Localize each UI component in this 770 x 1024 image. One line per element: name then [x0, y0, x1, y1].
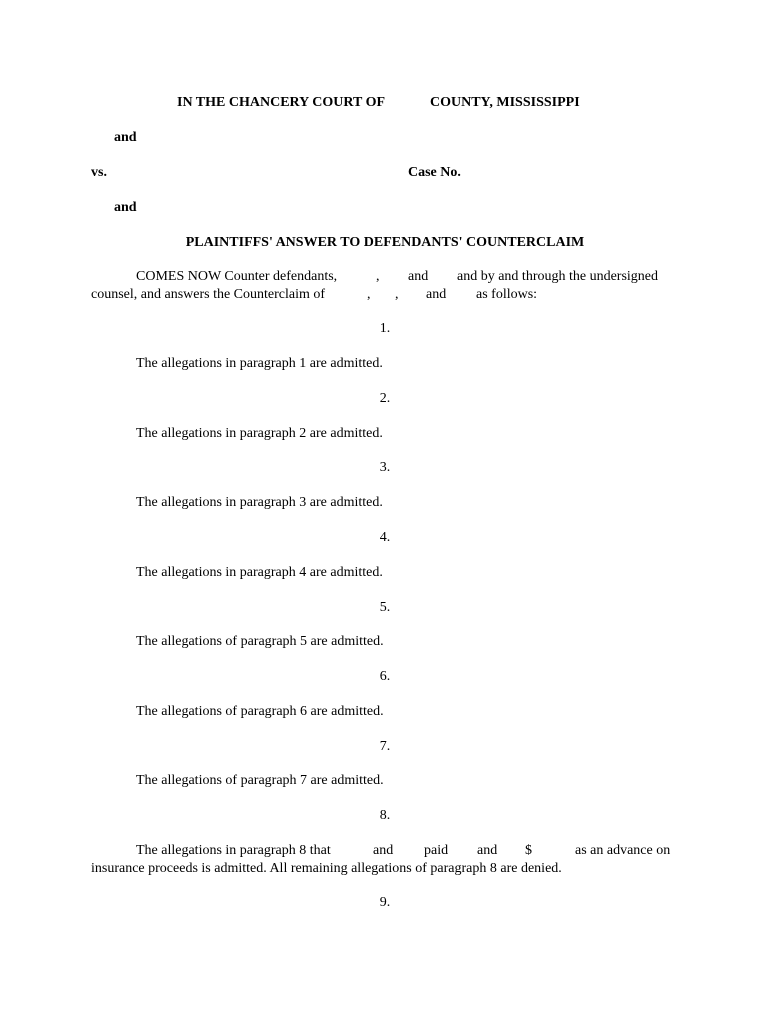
intro-line2-a: counsel, and answers the Counterclaim of [91, 287, 326, 302]
court-heading-right: COUNTY, MISSISSIPPI [430, 95, 580, 110]
paragraph-number-4: 4. [379, 530, 391, 545]
caption-vs: vs. [91, 165, 107, 180]
paragraph-number-8: 8. [379, 808, 391, 823]
paragraph-text-1: The allegations in paragraph 1 are admitted. [136, 356, 383, 371]
paragraph-number-9: 9. [379, 895, 391, 910]
caption-and-1: and [114, 130, 137, 145]
intro-line1-b: , [376, 269, 380, 284]
intro-line2-b: , [367, 287, 371, 302]
document-title: PLAINTIFFS' ANSWER TO DEFENDANTS' COUNTERCLAIM [185, 235, 585, 250]
case-number-label: Case No. [408, 165, 461, 180]
paragraph-number-1: 1. [379, 321, 391, 336]
paragraph8-line1-c: paid [424, 843, 449, 858]
paragraph-text-2: The allegations in paragraph 2 are admitted. [136, 426, 383, 441]
paragraph-text-4: The allegations in paragraph 4 are admitted. [136, 565, 383, 580]
paragraph8-line2: insurance proceeds is admitted. All remaining allegations of paragraph 8 are denied. [91, 861, 562, 876]
intro-line2-c: , [395, 287, 399, 302]
paragraph8-line1-e: $ [525, 843, 532, 858]
paragraph-number-2: 2. [379, 391, 391, 406]
intro-line1-c: and [408, 269, 429, 284]
paragraph-text-3: The allegations in paragraph 3 are admitted. [136, 495, 383, 510]
court-heading-left: IN THE CHANCERY COURT OF [177, 95, 386, 110]
paragraph8-line1-d: and [477, 843, 498, 858]
intro-line1-d: and by and through the undersigned [457, 269, 659, 284]
paragraph-text-6: The allegations of paragraph 6 are admitted. [136, 704, 384, 719]
intro-line2-e: as follows: [476, 287, 538, 302]
paragraph8-line1-f: as an advance on [575, 843, 671, 858]
paragraph8-line1-a: The allegations in paragraph 8 that [136, 843, 331, 858]
paragraph8-line1-b: and [373, 843, 394, 858]
intro-line1-a: COMES NOW Counter defendants, [136, 269, 338, 284]
paragraph-text-5: The allegations of paragraph 5 are admitted. [136, 634, 384, 649]
intro-line2-d: and [426, 287, 447, 302]
paragraph-number-7: 7. [379, 739, 391, 754]
paragraph-number-6: 6. [379, 669, 391, 684]
caption-and-2: and [114, 200, 137, 215]
paragraph-number-3: 3. [379, 460, 391, 475]
paragraph-text-7: The allegations of paragraph 7 are admitted. [136, 773, 384, 788]
paragraph-number-5: 5. [379, 600, 391, 615]
